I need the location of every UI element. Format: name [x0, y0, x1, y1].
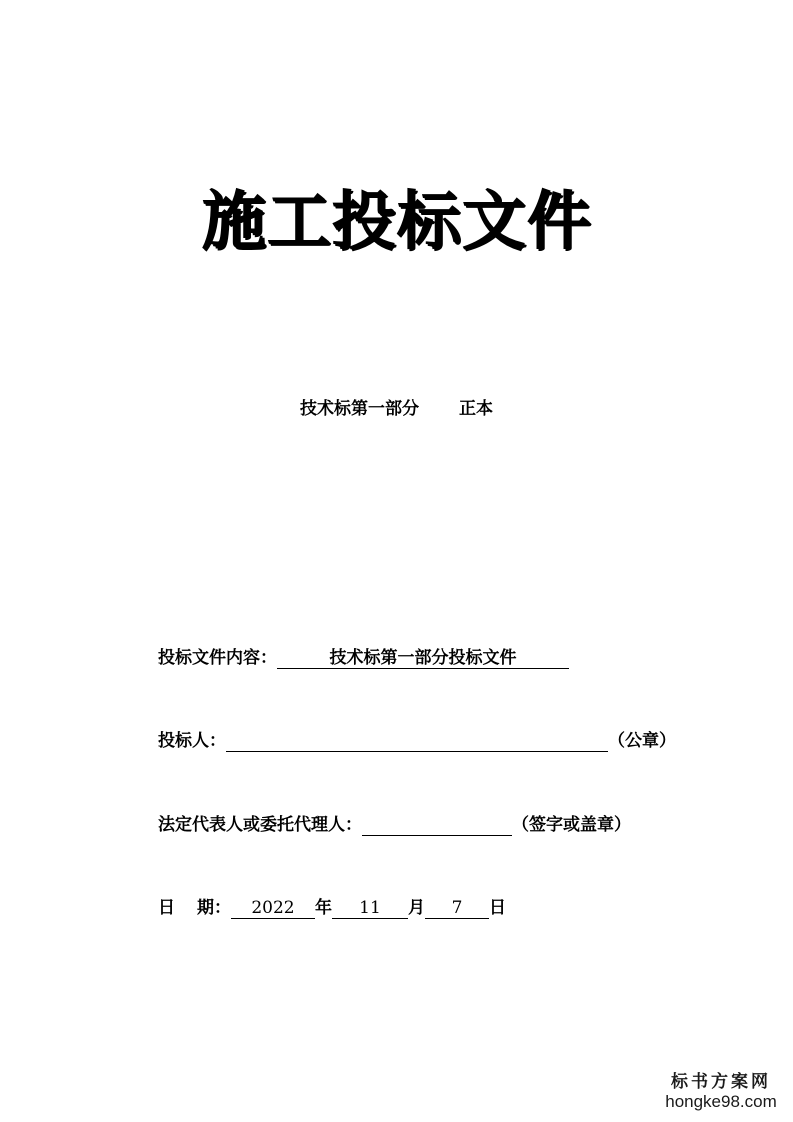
bidder-suffix: （公章） [608, 731, 676, 751]
date-year-unit: 年 [315, 898, 332, 918]
date-year: 2022 [231, 897, 315, 919]
representative-blank [362, 814, 512, 836]
watermark [661, 1072, 781, 1112]
bidder-field [158, 730, 676, 752]
subtitle-section: 技术标第一部分 [300, 399, 419, 419]
date-day-unit: 日 [489, 898, 506, 918]
watermark-brand: 标书方案网 [671, 1072, 771, 1092]
bidder-label: 投标人： [158, 731, 226, 751]
representative-field [158, 814, 631, 836]
document-title: 施工投标文件 [201, 184, 592, 259]
date-month: 11 [332, 897, 408, 919]
date-label-day-char: 日 [158, 898, 175, 918]
date-month-unit: 月 [408, 898, 425, 918]
document-subtitle [0, 398, 793, 420]
subtitle-copy-type: 正本 [459, 399, 493, 419]
representative-label: 法定代表人或委托代理人： [158, 815, 362, 835]
content-field [158, 647, 569, 669]
content-label: 投标文件内容： [158, 648, 277, 668]
date-label-period: 期： [197, 898, 231, 918]
representative-suffix: （签字或盖章） [512, 815, 631, 835]
date-field [158, 897, 506, 919]
date-day: 7 [425, 897, 489, 919]
bidder-blank [226, 730, 608, 752]
content-value: 技术标第一部分投标文件 [277, 647, 569, 669]
watermark-url: hongke98.com [665, 1092, 777, 1111]
